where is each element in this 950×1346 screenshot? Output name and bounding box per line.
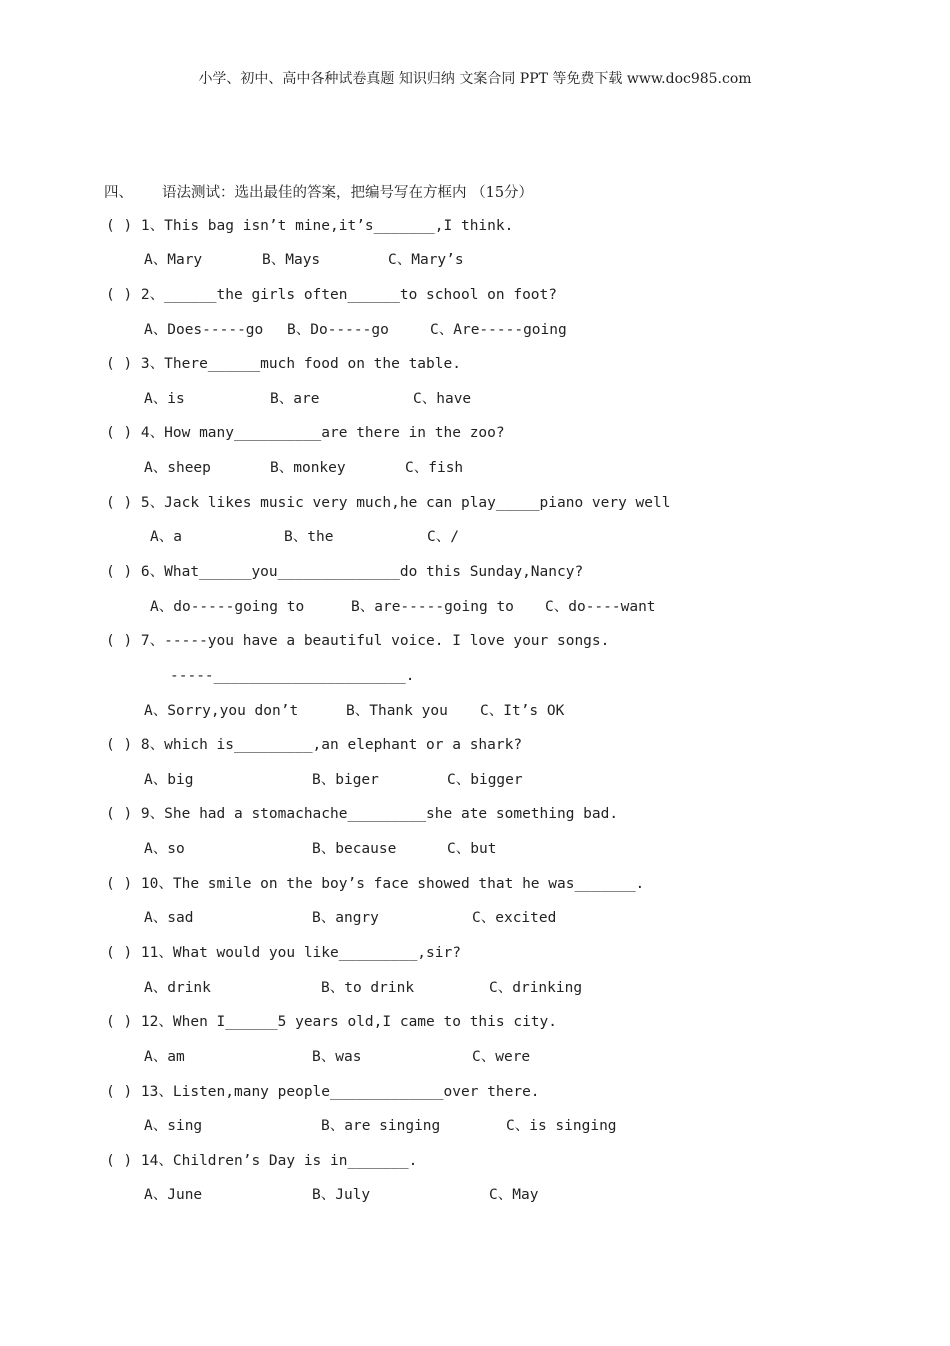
- question-6: ( ) 6、What______you______________do this Sunday,Nancy?: [106, 564, 584, 580]
- option-b: B、are-----going to: [351, 599, 514, 615]
- option-c: C、It’s OK: [480, 703, 565, 719]
- question-5: ( ) 5、Jack likes music very much,he can play_____piano very well: [106, 495, 671, 511]
- option-a: A、so: [144, 841, 185, 857]
- section-heading: [104, 181, 533, 202]
- option-a: A、big: [144, 772, 194, 788]
- option-c: C、drinking: [489, 980, 583, 996]
- option-c: C、is singing: [506, 1118, 617, 1134]
- option-a: A、Mary: [144, 252, 203, 268]
- option-c: C、but: [447, 841, 497, 857]
- option-c: C、fish: [405, 460, 464, 476]
- option-a: A、Sorry,you don’t: [144, 703, 299, 719]
- option-b: B、Do-----go: [287, 322, 389, 338]
- option-c: C、Are-----going: [430, 322, 567, 338]
- option-a: A、sad: [144, 910, 194, 926]
- options-14: [144, 1185, 539, 1265]
- option-a: A、sing: [144, 1118, 203, 1134]
- option-c: C、were: [472, 1049, 531, 1065]
- option-a: A、do-----going to: [150, 599, 305, 615]
- question-4: ( ) 4、How many__________are there in the zoo?: [106, 425, 505, 441]
- option-a: A、June: [144, 1187, 203, 1203]
- option-a: A、sheep: [144, 460, 211, 476]
- question-10: ( ) 10、The smile on the boy’s face showed that he was_______.: [106, 876, 645, 892]
- option-a: A、am: [144, 1049, 185, 1065]
- option-c: C、May: [489, 1187, 539, 1203]
- option-c: C、excited: [472, 910, 557, 926]
- question-7-answer-line: -----______________________.: [170, 668, 415, 684]
- option-b: B、monkey: [270, 460, 346, 476]
- option-b: B、Mays: [262, 252, 321, 268]
- option-b: B、because: [312, 841, 397, 857]
- question-9: ( ) 9、She had a stomachache_________she ate something bad.: [106, 806, 619, 822]
- option-a: A、a: [150, 529, 182, 545]
- question-13: ( ) 13、Listen,many people_____________over there.: [106, 1084, 540, 1100]
- question-2: ( ) 2、______the girls often______to school on foot?: [106, 287, 557, 303]
- option-b: B、Thank you: [346, 703, 448, 719]
- option-a: A、Does-----go: [144, 322, 264, 338]
- option-c: C、/: [427, 529, 459, 545]
- option-c: C、bigger: [447, 772, 523, 788]
- option-a: A、drink: [144, 980, 211, 996]
- page-header: 小学、初中、高中各种试卷真题 知识归纳 文案合同 PPT 等免费下载 www.doc985.com: [198, 71, 752, 87]
- option-b: B、angry: [312, 910, 379, 926]
- question-3: ( ) 3、There______much food on the table.: [106, 356, 461, 372]
- option-b: B、the: [284, 529, 334, 545]
- option-b: B、are: [270, 391, 320, 407]
- question-11: ( ) 11、What would you like_________,sir?: [106, 945, 461, 961]
- option-b: B、are singing: [321, 1118, 441, 1134]
- question-1: ( ) 1、This bag isn’t mine,it’s_______,I think.: [106, 218, 514, 234]
- option-c: C、have: [413, 391, 472, 407]
- option-a: A、is: [144, 391, 185, 407]
- question-8: ( ) 8、which is_________,an elephant or a shark?: [106, 737, 523, 753]
- question-12: ( ) 12、When I______5 years old,I came to this city.: [106, 1014, 557, 1030]
- option-b: B、biger: [312, 772, 379, 788]
- option-b: B、was: [312, 1049, 362, 1065]
- option-c: C、do----want: [545, 599, 656, 615]
- option-c: C、Mary’s: [388, 252, 464, 268]
- question-14: ( ) 14、Children’s Day is in_______.: [106, 1153, 418, 1169]
- question-7: ( ) 7、-----you have a beautiful voice. I love your songs.: [106, 633, 610, 649]
- option-b: B、to drink: [321, 980, 415, 996]
- section-number: 四、: [104, 185, 133, 201]
- option-b: B、July: [312, 1187, 371, 1203]
- section-title: 语法测试：选出最佳的答案，把编号写在方框内 （15分）: [162, 185, 534, 201]
